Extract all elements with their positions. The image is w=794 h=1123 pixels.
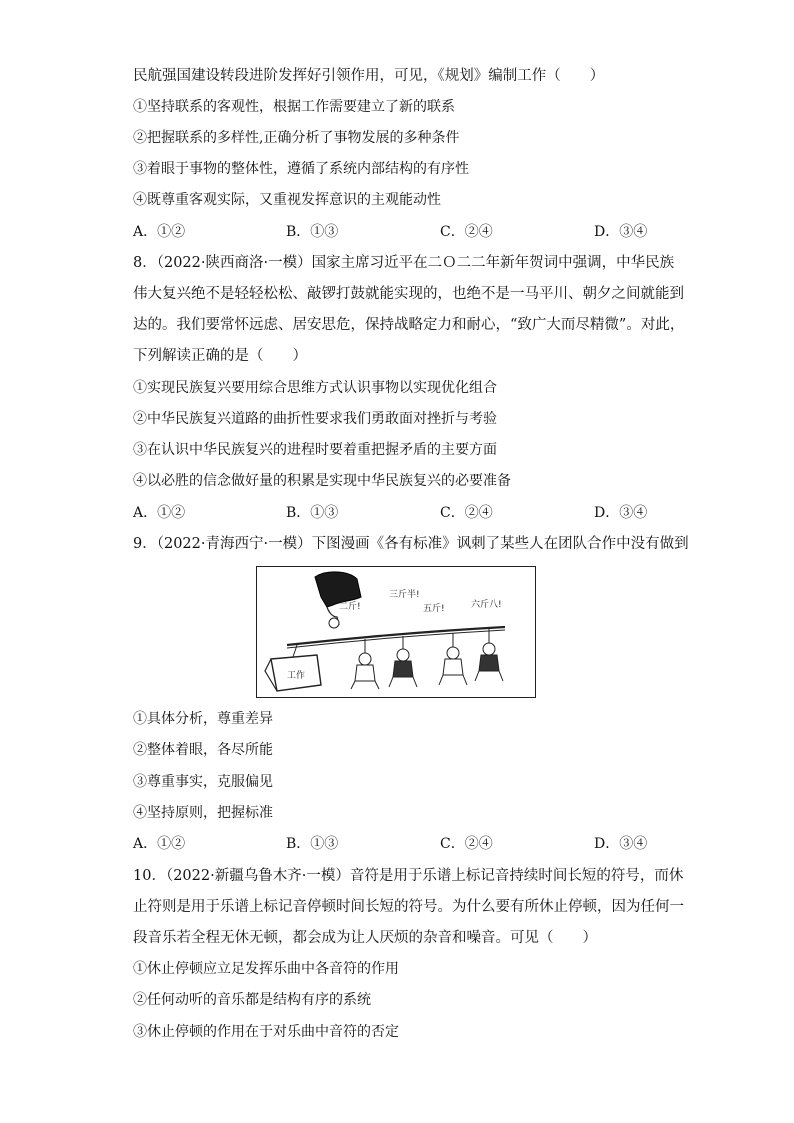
q8-choice-b[interactable]: B．①③	[286, 505, 339, 521]
q10-stem-line-1: 10．（2022·新疆乌鲁木齐·一模）音符是用于乐谱上标记音持续时间长短的符号，而休	[133, 868, 684, 884]
q10-option-1: ①休止停顿应立足发挥乐曲中各音符的作用	[133, 961, 399, 977]
cartoon-illustration	[257, 567, 535, 697]
cartoon-figure	[256, 566, 536, 698]
speech-1: 二斤!	[339, 602, 361, 612]
q9-option-1: ①具体分析，尊重差异	[133, 711, 273, 727]
q10-stem-line-3: 段音乐若全程无休无顿，都会成为让人厌烦的杂音和噪音。可见（ ）	[133, 930, 597, 946]
q7-option-2: ②把握联系的多样性,正确分析了事物发展的多种条件	[133, 130, 460, 146]
q8-option-4: ④以必胜的信念做好量的积累是实现中华民族复兴的必要准备	[133, 473, 511, 489]
speech-2: 三斤半!	[389, 590, 420, 600]
q9-choice-b[interactable]: B．①③	[286, 836, 339, 852]
q8-choice-c[interactable]: C．②④	[440, 505, 493, 521]
q7-choice-b[interactable]: B．①③	[286, 224, 339, 240]
q9-choice-c[interactable]: C．②④	[440, 836, 493, 852]
q10-stem-line-2: 止符则是用于乐谱上标记音停顿时间长短的符号。为什么要有所休止停顿，因为任何一	[133, 899, 684, 915]
q8-option-3: ③在认识中华民族复兴的进程时要着重把握矛盾的主要方面	[133, 442, 497, 458]
q7-choice-d[interactable]: D．③④	[594, 224, 648, 240]
q7-choice-c[interactable]: C．②④	[440, 224, 493, 240]
box-label: 工作	[287, 671, 306, 681]
q9-choice-a[interactable]: A．①②	[133, 836, 186, 852]
q8-choice-a[interactable]: A．①②	[133, 505, 186, 521]
q8-stem-line-3: 达的。我们要常怀远虑、居安思危，保持战略定力和耐心，“致广大而尽精微”。对此，	[133, 317, 685, 333]
q7-answer-choices	[133, 222, 653, 242]
q7-choice-a[interactable]: A．①②	[133, 224, 186, 240]
q9-option-2: ②整体着眼，各尽所能	[133, 742, 273, 758]
q8-choice-d[interactable]: D．③④	[594, 505, 648, 521]
q8-option-2: ②中华民族复兴道路的曲折性要求我们勇敢面对挫折与考验	[133, 411, 497, 427]
speech-3: 五斤!	[423, 604, 445, 614]
q7-option-1: ①坚持联系的客观性，根据工作需要建立了新的联系	[133, 99, 455, 115]
q7-option-4: ④既尊重客观实际，又重视发挥意识的主观能动性	[133, 192, 441, 208]
q10-option-3: ③休止停顿的作用在于对乐曲中音符的否定	[133, 1024, 399, 1040]
q8-stem-line-2: 伟大复兴绝不是轻轻松松、敲锣打鼓就能实现的，也绝不是一马平川、朝夕之间就能到	[133, 286, 684, 302]
q8-stem-line-4: 下列解读正确的是（ ）	[133, 348, 307, 364]
q8-stem-line-1: 8．（2022·陕西商洛·一模）国家主席习近平在二Ｏ二二年新年贺词中强调，中华民族	[133, 255, 675, 271]
q7-option-3: ③着眼于事物的整体性，遵循了系统内部结构的有序性	[133, 161, 469, 177]
q9-choice-d[interactable]: D．③④	[594, 836, 648, 852]
q8-option-1: ①实现民族复兴要用综合思维方式认识事物以实现优化组合	[133, 380, 497, 396]
q8-answer-choices	[133, 503, 653, 523]
q9-answer-choices	[133, 834, 653, 854]
q10-option-2: ②任何动听的音乐都是结构有序的系统	[133, 992, 371, 1008]
q9-option-3: ③尊重事实，克服偏见	[133, 774, 273, 790]
q9-option-4: ④坚持原则，把握标准	[133, 805, 273, 821]
q7-stem: 民航强国建设转段进阶发挥好引领作用，可见，《规划》编制工作（ ）	[133, 68, 605, 84]
q9-stem: 9．（2022·青海西宁·一模）下图漫画《各有标准》讽刺了某些人在团队合作中没有做到	[133, 536, 689, 552]
speech-4: 六斤八!	[471, 600, 502, 610]
